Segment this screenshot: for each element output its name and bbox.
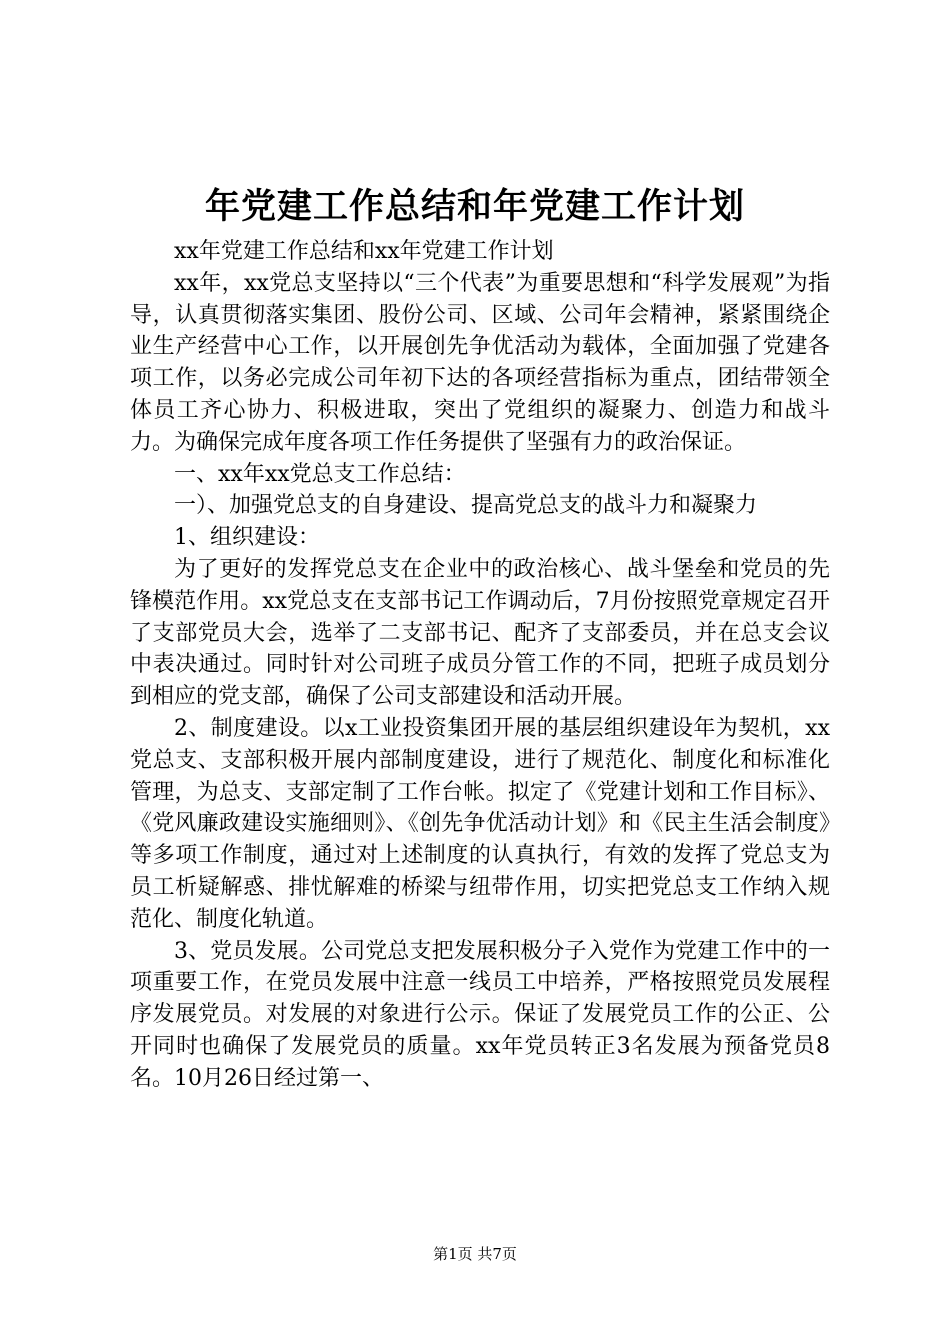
organization-paragraph: 为了更好的发挥党总支在企业中的政治核心、战斗堡垒和党员的先锋模范作用。xx党总支在支部书记工作调动后，7月份按照党章规定召开了支部党员大会，选举了二支部书记、配齐了支部委员，并在总支会议中表决通过。同时针对公司班子成员分管工作的不同，把班子成员划分到相应的党支部，确保了公司支部建设和活动开展。 (130, 556, 830, 710)
intro-paragraph: xx年，xx党总支坚持以“三个代表”为重要思想和“科学发展观”为指导，认真贯彻落实集团、股份公司、区域、公司年会精神，紧紧围绕企业生产经营中心工作，以开展创先争优活动为载体，全面加强了党建各项工作，以务必完成公司年初下达的各项经营指标为重点，团结带领全体员工齐心协力、积极进取，突出了党组织的凝聚力、创造力和战斗力。为确保完成年度各项工作任务提供了坚强有力的政治保证。 (130, 270, 830, 455)
item-heading-organization: 1、组织建设： (174, 525, 320, 551)
page-number-footer: 第1页 共7页 (433, 1245, 517, 1263)
document-title: 年党建工作总结和年党建工作计划 (204, 186, 745, 227)
system-building-paragraph: 2、制度建设。以x工业投资集团开展的基层组织建设年为契机，xx党总支、支部积极开展内部制度建设，进行了规范化、制度化和标准化管理，为总支、支部定制了工作台帐。拟定了《党建计划和工作目标》、《党风廉政建设实施细则》、《创先争优活动计划》和《民主生活会制度》等多项工作制度，通过对上述制度的认真执行，有效的发挥了党总支为员工析疑解惑、排忧解难的桥梁与纽带作用，切实把党总支工作纳入规范化、制度化轨道。 (130, 715, 830, 932)
subsection-heading: 一）、加强党总支的自身建设、提高党总支的战斗力和凝聚力 (174, 493, 758, 519)
member-development-paragraph: 3、党员发展。公司党总支把发展积极分子入党作为党建工作中的一项重要工作，在党员发展中注意一线员工中培养，严格按照党员发展程序发展党员。对发展的对象进行公示。保证了发展党员工作的公正、公开同时也确保了发展党员的质量。xx年党员转正3名发展为预备党员8名。10月26日经过第一、 (130, 938, 830, 1091)
document-body (130, 236, 830, 1095)
section-heading: 一、xx年xx党总支工作总结： (174, 461, 466, 487)
subtitle-paragraph: xx年党建工作总结和xx年党建工作计划 (174, 239, 554, 264)
